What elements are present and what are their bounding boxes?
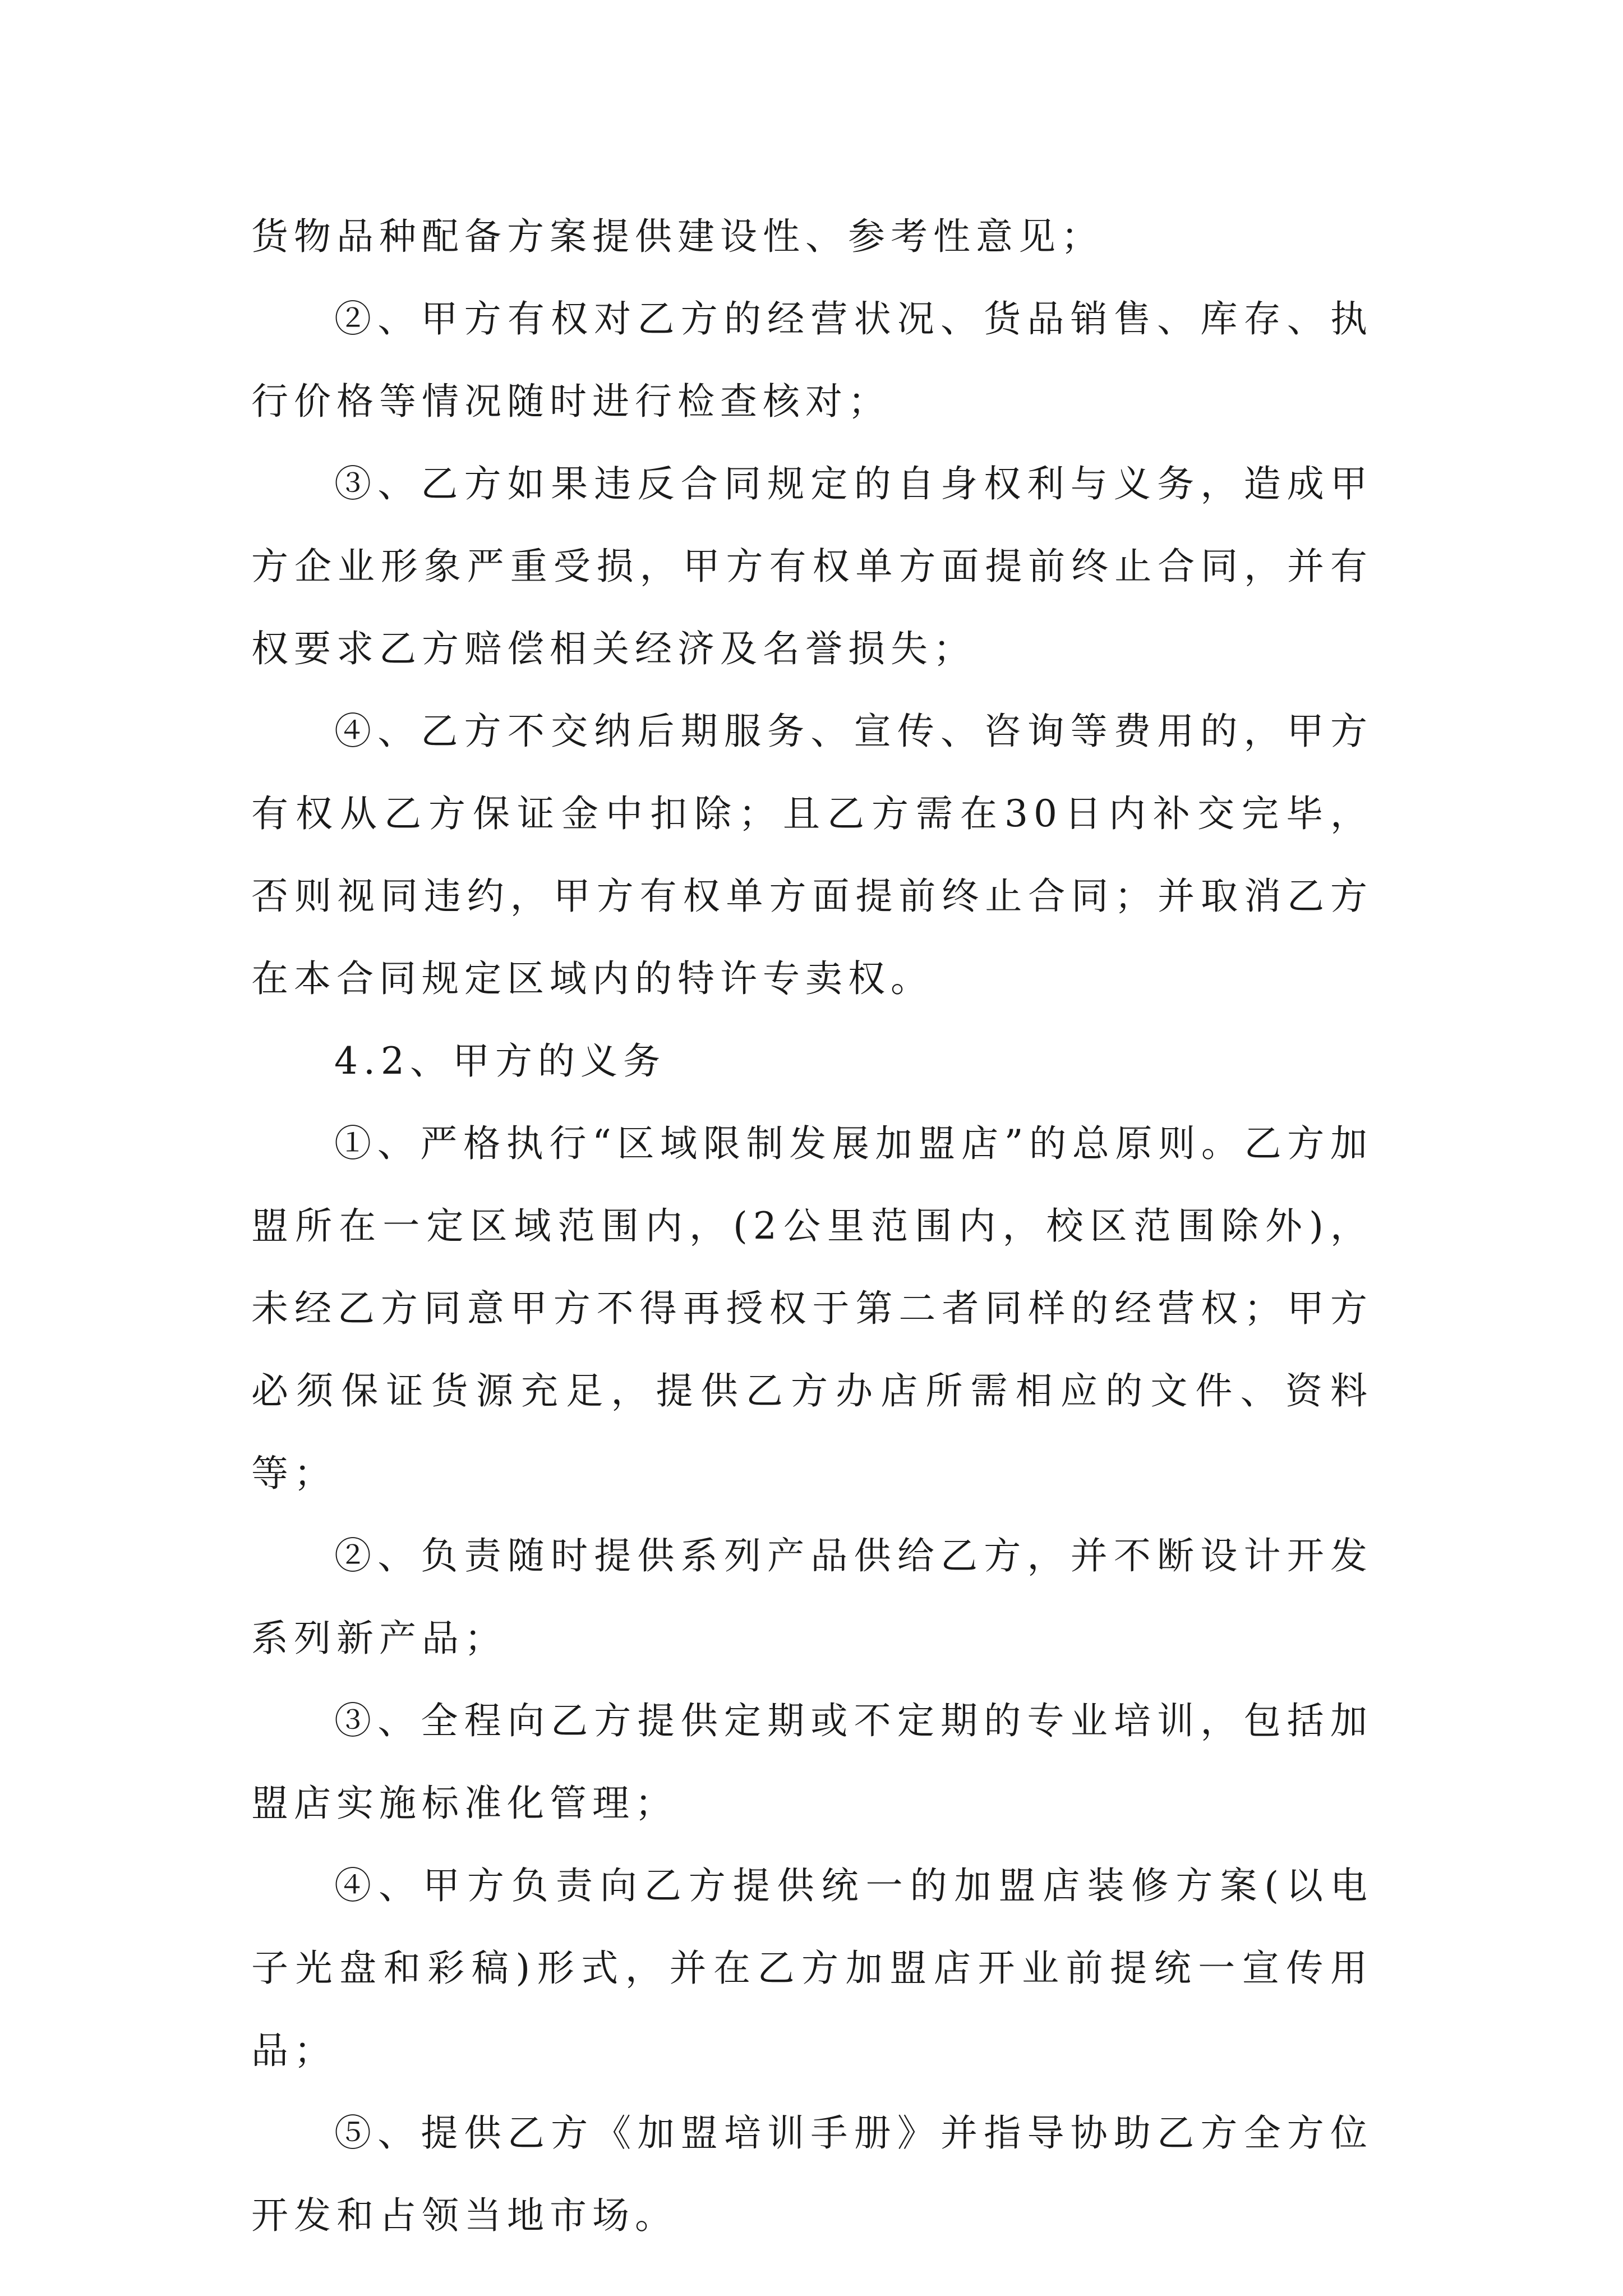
paragraph-party-a-right-3: ③、乙方如果违反合同规定的自身权利与义务，造成甲方企业形象严重受损，甲方有权单方面提前终止合同，并有权要求乙方赔偿相关经济及名誉损失； [251,462,1373,670]
paragraph-continuation: 货物品种配备方案提供建设性、参考性意见； [251,215,1104,258]
paragraph-party-a-duty-3: ③、全程向乙方提供定期或不定期的专业培训，包括加盟店实施标准化管理； [251,1699,1373,1825]
paragraph-party-a-duty-4: ④、甲方负责向乙方提供统一的加盟店装修方案(以电子光盘和彩稿)形式，并在乙方加盟店开业前提统一宣传用品； [251,1864,1373,2072]
paragraph-party-a-duty-2: ②、负责随时提供系列产品供给乙方，并不断设计开发系列新产品； [251,1534,1373,1660]
paragraph-party-a-right-4: ④、乙方不交纳后期服务、宣传、咨询等费用的，甲方有权从乙方保证金中扣除；且乙方需在30日内补交完毕，否则视同违约，甲方有权单方面提前终止合同；并取消乙方在本合同规定区域内的特许专卖权。 [251,710,1373,1000]
section-heading-4-2: 4.2、甲方的义务 [334,1039,666,1083]
document-body [251,195,1373,2257]
paragraph-party-a-duty-5: ⑤、提供乙方《加盟培训手册》并指导协助乙方全方位开发和占领当地市场。 [251,2111,1373,2237]
paragraph-party-a-duty-1: ①、严格执行“区域限制发展加盟店”的总原则。乙方加盟所在一定区域范围内，(2公里范围内，校区范围除外)，未经乙方同意甲方不得再授权于第二者同样的经营权；甲方必须保证货源充足，提供乙方办店所需相应的文件、资料等； [251,1122,1373,1495]
paragraph-party-a-right-2: ②、甲方有权对乙方的经营状况、货品销售、库存、执行价格等情况随时进行检查核对； [251,297,1373,423]
